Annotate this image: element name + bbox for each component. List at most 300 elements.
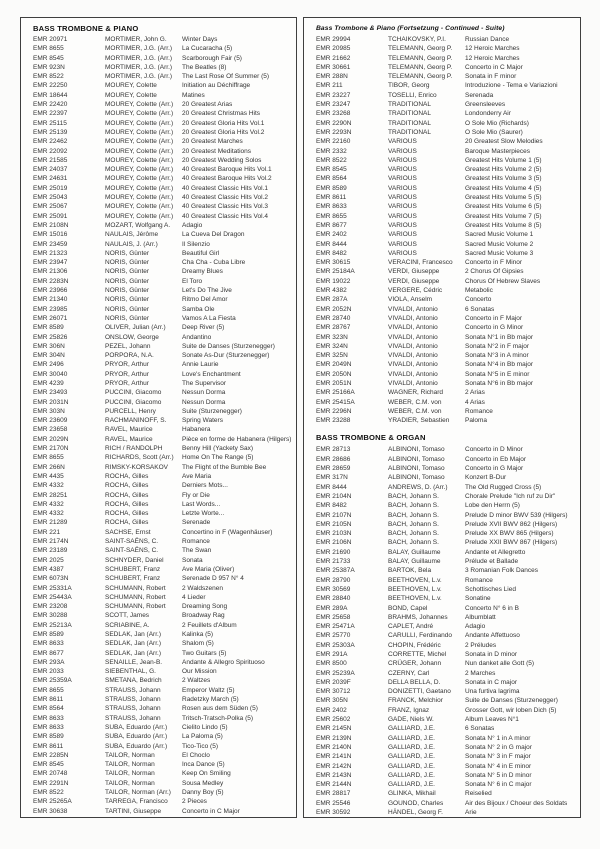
catalog-row xyxy=(316,305,576,314)
catalog-row xyxy=(316,277,576,286)
piece-title: Home On The Range (5) xyxy=(182,454,254,462)
composer-name: MORTIMER, John G. xyxy=(105,36,167,43)
catalog-number: EMR 25415A xyxy=(316,398,355,406)
catalog-number: EMR 2033 xyxy=(33,668,64,676)
section-title-bass-trombone-piano: BASS TROMBONE & PIANO xyxy=(33,24,139,33)
catalog-row xyxy=(33,407,292,416)
catalog-row xyxy=(316,137,576,146)
catalog-row xyxy=(33,518,292,527)
piece-title: Sacred Music Volume 1 xyxy=(465,231,534,239)
composer-name: VIVALDI, Antonio xyxy=(388,379,438,387)
composer-name: PRYOR, Arthur xyxy=(105,370,149,378)
piece-title: Greatest Hits Volume 3 (5) xyxy=(465,175,542,183)
catalog-number: EMR 266N xyxy=(33,463,65,471)
catalog-number: EMR 24037 xyxy=(33,166,68,174)
piece-title: 2 Feuillets d'Album xyxy=(182,621,237,629)
composer-name: STRAUSS, Johann xyxy=(105,705,161,713)
catalog-number: EMR 8633 xyxy=(33,723,64,731)
composer-name: VIOLA, Anselm xyxy=(388,296,433,304)
catalog-number: EMR 2140N xyxy=(316,743,352,751)
catalog-number: EMR 2049N xyxy=(316,361,352,369)
catalog-row xyxy=(316,743,576,752)
organ-catalog-list xyxy=(316,445,576,817)
catalog-row xyxy=(33,509,292,518)
catalog-row xyxy=(33,546,292,555)
composer-name: SEDLAK, Jan (Arr.) xyxy=(105,640,161,648)
piece-title: Una furtiva lagrima xyxy=(465,688,520,696)
catalog-number: EMR 8522 xyxy=(33,789,64,797)
piece-title: Dreaming Song xyxy=(182,603,228,611)
composer-name: SCRIABINE, A. xyxy=(105,621,150,629)
catalog-number: EMR 25471A xyxy=(316,623,355,631)
catalog-number: EMR 8444 xyxy=(316,483,347,491)
composer-name: VARIOUS xyxy=(388,240,417,248)
composer-name: MOUREY, Colette (Arr.) xyxy=(105,128,174,136)
piece-title: Serenada xyxy=(465,91,494,99)
catalog-row xyxy=(316,752,576,761)
catalog-row xyxy=(316,659,576,668)
composer-name: BACH, Johann S. xyxy=(388,539,439,547)
piece-title: Concerto xyxy=(465,296,492,304)
piece-title: Serenade xyxy=(182,519,211,527)
piece-title: Sonata N°3 in A minor xyxy=(465,352,529,360)
piece-title: La Paloma (5) xyxy=(182,733,223,741)
composer-name: MOUREY, Colette (Arr.) xyxy=(105,101,174,109)
composer-name: NORIS, Günter xyxy=(105,277,150,285)
catalog-number: EMR 8564 xyxy=(316,175,347,183)
catalog-row xyxy=(33,593,292,602)
catalog-row xyxy=(316,715,576,724)
catalog-row xyxy=(33,44,292,53)
catalog-row xyxy=(316,230,576,239)
composer-name: NAULAIS, Jérôme xyxy=(105,231,159,239)
piece-title: Greatest Hits Volume 6 (5) xyxy=(465,203,542,211)
catalog-row xyxy=(316,202,576,211)
composer-name: VIVALDI, Antonio xyxy=(388,342,438,350)
catalog-row xyxy=(33,537,292,546)
composer-name: BEETHOVEN, L.v. xyxy=(388,576,442,584)
catalog-number: EMR 8545 xyxy=(316,166,347,174)
catalog-row xyxy=(316,762,576,771)
composer-name: VIVALDI, Antonio xyxy=(388,361,438,369)
catalog-row xyxy=(33,379,292,388)
piece-title: Benny Hill (Yackety Sax) xyxy=(182,445,254,453)
composer-name: TRADITIONAL xyxy=(388,128,431,136)
piece-title: Last Words... xyxy=(182,500,221,508)
composer-name: TELEMANN, Georg P. xyxy=(388,45,453,53)
piece-title: 20 Greatest Gloria Hits Vol.1 xyxy=(182,119,265,127)
composer-name: VIVALDI, Antonio xyxy=(388,352,438,360)
composer-name: ROCHA, Gilles xyxy=(105,482,149,490)
catalog-number: EMR 25826 xyxy=(33,333,68,341)
composer-name: NORIS, Günter xyxy=(105,249,150,257)
catalog-number: EMR 4382 xyxy=(316,287,347,295)
composer-name: VARIOUS xyxy=(388,203,417,211)
catalog-number: EMR 21733 xyxy=(316,558,351,566)
piece-title: Concerto N° 6 in B xyxy=(465,604,519,612)
piece-title: Kalinka (5) xyxy=(182,631,214,638)
catalog-row xyxy=(33,481,292,490)
composer-name: PRYOR, Arthur xyxy=(105,379,149,387)
composer-name: SCHUMANN, Robert xyxy=(105,584,166,592)
piece-title: Samba Ole xyxy=(182,305,215,313)
catalog-number: EMR 2031N xyxy=(33,398,69,406)
composer-name: SCHUMANN, Robert xyxy=(105,603,166,611)
catalog-number: EMR 18644 xyxy=(33,91,68,99)
piece-title: 12 Heroic Marches xyxy=(465,54,520,62)
piece-title: Grosser Gott, wir loben Dich (5) xyxy=(465,706,557,714)
catalog-row xyxy=(316,520,576,529)
catalog-number: EMR 25546 xyxy=(316,799,351,807)
composer-name: ROCHA, Gilles xyxy=(105,510,149,518)
piece-title: Let's Do The Jive xyxy=(182,287,232,295)
composer-name: SEDLAK, Jan (Arr.) xyxy=(105,649,161,657)
piece-title: La Cucaracha (5) xyxy=(182,45,233,53)
piece-title: Suite de Danses (Sturzenegger) xyxy=(465,697,558,705)
piece-title: 4 Arias xyxy=(465,398,485,406)
catalog-number: EMR 8589 xyxy=(33,631,64,638)
composer-name: PEZEL, Johann xyxy=(105,342,151,350)
composer-name: GALLIARD, J.E. xyxy=(388,725,435,733)
piece-title: Sonata N° 1 in A minor xyxy=(465,734,531,742)
piece-title: Il Silenzio xyxy=(182,240,210,248)
piece-title: Inca Dance (5) xyxy=(182,761,225,769)
catalog-row xyxy=(316,464,576,473)
catalog-number: EMR 23227 xyxy=(316,91,351,99)
catalog-row xyxy=(316,678,576,687)
catalog-row xyxy=(33,528,292,537)
catalog-row xyxy=(316,483,576,492)
piece-title: Chorus Of Hebrew Slaves xyxy=(465,277,541,285)
catalog-row xyxy=(33,565,292,574)
piece-title: Londonderry Air xyxy=(465,110,511,118)
catalog-number: EMR 25091 xyxy=(33,212,68,220)
catalog-number: EMR 2029N xyxy=(33,435,69,443)
composer-name: ALBINONI, Tomaso xyxy=(388,465,445,473)
catalog-row xyxy=(316,258,576,267)
piece-title: Greatest Hits Volume 1 (5) xyxy=(465,156,542,164)
catalog-number: EMR 8564 xyxy=(33,705,64,713)
catalog-row xyxy=(316,473,576,482)
piece-title: La Cueva Del Dragon xyxy=(182,231,245,239)
piece-title: Romance xyxy=(182,538,210,546)
catalog-number: EMR 22160 xyxy=(316,138,351,146)
composer-name: SUBA, Eduardo (Arr.) xyxy=(105,742,168,750)
piece-title: Sonata N°6 in Bb major xyxy=(465,379,533,387)
catalog-number: EMR 4332 xyxy=(33,500,64,508)
piece-title: Ritmo Del Amor xyxy=(182,296,228,304)
piece-title: 2 Marches xyxy=(465,669,496,677)
catalog-row xyxy=(316,81,576,90)
composer-name: MOUREY, Colette xyxy=(105,91,157,99)
catalog-row xyxy=(316,323,576,332)
composer-name: TAILOR, Norman xyxy=(105,751,155,759)
catalog-row xyxy=(33,779,292,788)
catalog-row xyxy=(33,147,292,156)
catalog-number: EMR 25359A xyxy=(33,677,72,685)
catalog-row xyxy=(316,119,576,128)
catalog-number: EMR 30712 xyxy=(316,688,351,696)
catalog-row xyxy=(316,156,576,165)
catalog-row xyxy=(316,780,576,789)
composer-name: MOUREY, Colette (Arr.) xyxy=(105,166,174,174)
piece-title: 20 Greatest Marches xyxy=(182,138,243,146)
composer-name: TRADITIONAL xyxy=(388,110,431,118)
composer-name: MORTIMER, J.G. (Arr.) xyxy=(105,73,173,81)
composer-name: ALBINONI, Tomaso xyxy=(388,455,445,463)
catalog-number: EMR 20748 xyxy=(33,770,68,778)
composer-name: VIVALDI, Antonio xyxy=(388,370,438,378)
catalog-number: EMR 4387 xyxy=(33,565,64,573)
catalog-row xyxy=(33,91,292,100)
catalog-number: EMR 8655 xyxy=(316,212,347,220)
piece-title: Vamos A La Fiesta xyxy=(182,314,236,322)
composer-name: GALLIARD, J.E. xyxy=(388,734,435,742)
composer-name: PORPORA, N.A. xyxy=(105,352,154,360)
catalog-row xyxy=(33,584,292,593)
catalog-number: EMR 22397 xyxy=(33,110,68,118)
composer-name: NORIS, Günter xyxy=(105,268,150,276)
composer-name: SCHNYDER, Daniel xyxy=(105,556,164,564)
catalog-row xyxy=(316,641,576,650)
catalog-number: EMR 28659 xyxy=(316,465,351,473)
composer-name: MORTIMER, J.G. (Arr.) xyxy=(105,54,173,62)
catalog-number: EMR 21323 xyxy=(33,249,68,257)
piece-title: Arie xyxy=(465,809,477,817)
composer-name: RICHARDS, Scott (Arr.) xyxy=(105,454,174,462)
piece-title: El Toro xyxy=(182,277,203,285)
piece-title: Album Leaves N°1 xyxy=(465,716,519,724)
catalog-row xyxy=(33,109,292,118)
catalog-number: EMR 2170N xyxy=(33,445,69,453)
composer-name: MOUREY, Colette (Arr.) xyxy=(105,175,174,183)
composer-name: GOUNOD, Charles xyxy=(388,799,444,807)
catalog-row xyxy=(33,193,292,202)
catalog-row xyxy=(316,724,576,733)
composer-name: ROCHA, Gilles xyxy=(105,472,149,480)
catalog-number: EMR 8655 xyxy=(33,686,64,694)
catalog-number: EMR 2052N xyxy=(316,305,352,313)
catalog-number: EMR 317N xyxy=(316,474,348,482)
catalog-row xyxy=(33,249,292,258)
composer-name: SIEBENTHAL, G. xyxy=(105,668,156,676)
composer-name: VARIOUS xyxy=(388,166,417,174)
catalog-number: EMR 25213A xyxy=(33,621,72,629)
composer-name: VIVALDI, Antonio xyxy=(388,333,438,341)
piece-title: Deep River (5) xyxy=(182,324,225,332)
composer-name: TARREGA, Francisco xyxy=(105,798,168,806)
catalog-number: EMR 2039F xyxy=(316,678,351,686)
catalog-row xyxy=(33,63,292,72)
piece-title: 2 Chorus Of Gipsies xyxy=(465,268,524,276)
composer-name: MOUREY, Colette (Arr.) xyxy=(105,138,174,146)
composer-name: ALBINONI, Tomaso xyxy=(388,446,445,454)
piece-title: Sonata N° 4 in E minor xyxy=(465,762,532,770)
composer-name: FRANCK, Melchior xyxy=(388,697,443,705)
composer-name: MOZART, Wolfgang A. xyxy=(105,221,171,229)
piece-title: 2 Préludes xyxy=(465,641,497,649)
composer-name: VERDI, Giuseppe xyxy=(388,268,440,276)
catalog-number: EMR 23288 xyxy=(316,417,351,425)
piece-title: Romance xyxy=(465,407,493,415)
piece-title: Sonata N° 2 in G major xyxy=(465,743,532,751)
catalog-row xyxy=(316,548,576,557)
composer-name: TAILOR, Norman (Arr.) xyxy=(105,789,171,797)
composer-name: BOND, Capel xyxy=(388,604,428,612)
catalog-number: EMR 23609 xyxy=(33,417,68,425)
piece-title: Tico-Tico (5) xyxy=(182,742,218,750)
catalog-row xyxy=(316,147,576,156)
composer-name: MOUREY, Colette (Arr.) xyxy=(105,110,174,118)
catalog-row xyxy=(316,54,576,63)
piece-title: Keep On Smiling xyxy=(182,770,231,778)
catalog-number: EMR 293A xyxy=(33,658,65,666)
piece-title: Greatest Hits Volume 2 (5) xyxy=(465,166,542,174)
composer-name: STRAUSS, Johann xyxy=(105,696,161,704)
catalog-number: EMR 25166A xyxy=(316,389,355,397)
piece-title: Scarborough Fair (5) xyxy=(182,54,242,62)
catalog-row xyxy=(33,611,292,620)
composer-name: SMETANA, Bedrich xyxy=(105,677,162,685)
catalog-number: EMR 30615 xyxy=(316,259,351,267)
catalog-number: EMR 25331A xyxy=(33,584,72,592)
catalog-row xyxy=(33,314,292,323)
composer-name: VARIOUS xyxy=(388,194,417,202)
catalog-row xyxy=(33,788,292,797)
catalog-number: EMR 28740 xyxy=(316,314,351,322)
composer-name: CAPLET, André xyxy=(388,623,434,631)
catalog-row xyxy=(316,193,576,202)
catalog-row xyxy=(316,44,576,53)
catalog-row xyxy=(33,742,292,751)
catalog-row xyxy=(316,351,576,360)
composer-name: SCHUMANN, Robert xyxy=(105,593,166,601)
catalog-number: EMR 8611 xyxy=(316,194,347,202)
catalog-row xyxy=(33,240,292,249)
catalog-row xyxy=(316,240,576,249)
piece-title: Greatest Hits Volume 7 (5) xyxy=(465,212,542,220)
catalog-number: EMR 21662 xyxy=(316,54,351,62)
catalog-row xyxy=(33,323,292,332)
catalog-row xyxy=(316,808,576,817)
catalog-row xyxy=(33,305,292,314)
catalog-number: EMR 30569 xyxy=(316,585,351,593)
catalog-row xyxy=(33,333,292,342)
catalog-row xyxy=(33,388,292,397)
catalog-row xyxy=(316,650,576,659)
piece-title: 20 Greatest Meditations xyxy=(182,147,252,155)
catalog-number: EMR 25043 xyxy=(33,194,68,202)
catalog-number: EMR 2051N xyxy=(316,379,352,387)
piece-title: Prelude XVII BWV 862 (Hilgers) xyxy=(465,520,558,528)
catalog-number: EMR 8545 xyxy=(33,54,64,62)
piece-title: Ave Maria xyxy=(182,472,212,480)
composer-name: SCOTT, James xyxy=(105,612,150,620)
catalog-number: EMR 304N xyxy=(33,352,65,360)
catalog-number: EMR 25303A xyxy=(316,641,355,649)
catalog-row xyxy=(33,425,292,434)
catalog-number: EMR 30661 xyxy=(316,63,351,71)
catalog-number: EMR 29994 xyxy=(316,36,351,43)
piece-title: Sonata N°5 in E minor xyxy=(465,370,530,378)
piece-title: Suite de Danses (Sturzenegger) xyxy=(182,342,275,350)
continuation-title: Bass Trombone & Piano (Fortsetzung - Continued - Suite) xyxy=(316,25,505,32)
catalog-number: EMR 8677 xyxy=(316,221,347,229)
piece-title: O Sole Mio (Saurer) xyxy=(465,128,523,136)
composer-name: NORIS, Günter xyxy=(105,314,150,322)
catalog-row xyxy=(316,398,576,407)
piece-title: Andante et Allegretto xyxy=(465,548,526,556)
catalog-number: EMR 28686 xyxy=(316,455,351,463)
piece-title: Emperor Waltz (5) xyxy=(182,686,235,694)
catalog-number: EMR 323N xyxy=(316,333,348,341)
piece-title: The Last Rose Of Summer (5) xyxy=(182,73,270,81)
catalog-number: EMR 28817 xyxy=(316,790,351,798)
catalog-number: EMR 2025 xyxy=(33,556,64,564)
catalog-row xyxy=(316,165,576,174)
composer-name: TRADITIONAL xyxy=(388,119,431,127)
catalog-row xyxy=(316,706,576,715)
catalog-row xyxy=(33,769,292,778)
catalog-number: EMR 2103N xyxy=(316,530,352,538)
catalog-number: EMR 2141N xyxy=(316,753,352,761)
composer-name: MOUREY, Colette (Arr.) xyxy=(105,212,174,220)
catalog-number: EMR 25602 xyxy=(316,716,351,724)
catalog-number: EMR 287A xyxy=(316,296,348,304)
composer-name: MOUREY, Colette (Arr.) xyxy=(105,203,174,211)
composer-name: TIBOR, Georg xyxy=(388,82,430,90)
catalog-number: EMR 324N xyxy=(316,342,348,350)
catalog-row xyxy=(33,751,292,760)
piece-title: Air des Bijoux / Choeur des Soldats xyxy=(465,799,568,807)
piece-title: Prelude XX BWV 865 (Hilgers) xyxy=(465,530,554,538)
catalog-row xyxy=(33,351,292,360)
piece-title: Sonata in D minor xyxy=(465,651,518,658)
piece-title: Andante & Allegro Spirituoso xyxy=(182,658,265,666)
composer-name: SAINT-SAËNS, C. xyxy=(105,547,159,555)
catalog-number: EMR 2291N xyxy=(33,779,69,787)
composer-name: VARIOUS xyxy=(388,221,417,229)
catalog-number: EMR 8522 xyxy=(316,156,347,164)
catalog-number: EMR 221 xyxy=(33,528,61,536)
catalog-number: EMR 15016 xyxy=(33,231,68,239)
piece-title: Concerto in Eb Major xyxy=(465,455,527,463)
piece-title: Sonata xyxy=(182,556,203,564)
piece-title: Introduzione - Tema e Variazioni xyxy=(465,82,558,90)
piece-title: Sonatine xyxy=(465,595,491,603)
catalog-row xyxy=(33,230,292,239)
piece-title: 20 Greatest Gloria Hits Vol.2 xyxy=(182,128,265,136)
composer-name: MOUREY, Colette (Arr.) xyxy=(105,156,174,164)
composer-name: CORRETTE, Michel xyxy=(388,651,447,658)
catalog-row xyxy=(33,686,292,695)
catalog-number: EMR 30288 xyxy=(33,612,68,620)
catalog-number: EMR 4435 xyxy=(33,472,64,480)
catalog-number: EMR 8655 xyxy=(33,454,64,462)
piece-title: Nun danket alle Gott (5) xyxy=(465,660,535,668)
catalog-number: EMR 2050N xyxy=(316,370,352,378)
catalog-row xyxy=(316,370,576,379)
catalog-number: EMR 23268 xyxy=(316,110,351,118)
catalog-number: EMR 4239 xyxy=(33,379,64,387)
catalog-row xyxy=(316,492,576,501)
catalog-row xyxy=(316,445,576,454)
catalog-number: EMR 2174N xyxy=(33,538,69,546)
catalog-number: EMR 25019 xyxy=(33,184,68,192)
piece-title: The Old Rugged Cross (5) xyxy=(465,483,542,491)
piece-title: Initiation au Déchiffrage xyxy=(182,82,251,90)
catalog-row xyxy=(33,658,292,667)
